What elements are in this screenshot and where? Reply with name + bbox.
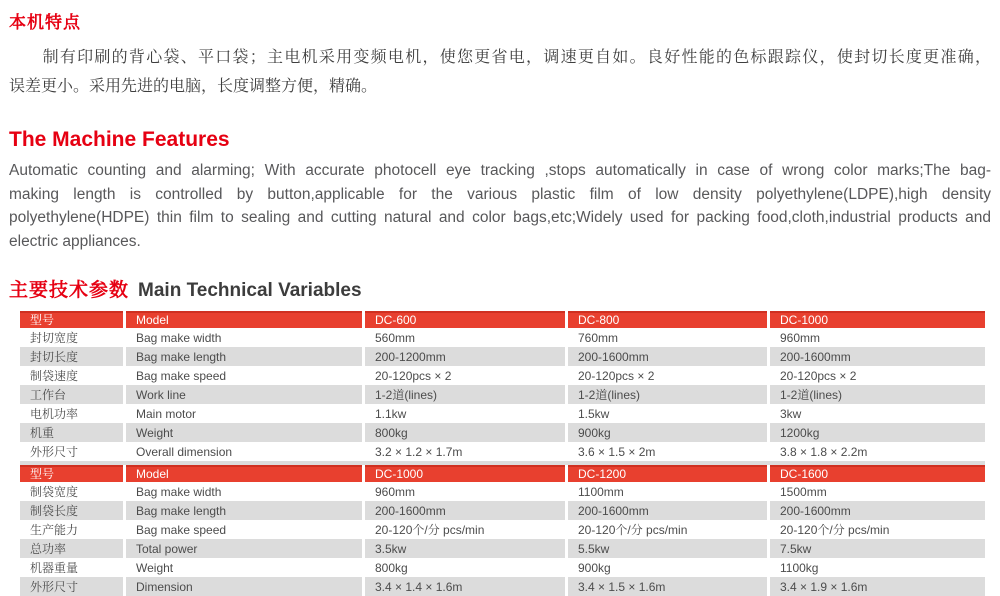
table-row	[20, 482, 985, 501]
header-cell: DC-800	[568, 311, 770, 328]
table-cell: 3.4 × 1.9 × 1.6m	[770, 577, 985, 596]
table-cell: 3.6 × 1.5 × 2m	[568, 442, 770, 461]
table-cell: 1-2道(lines)	[365, 385, 568, 404]
features-title-en: The Machine Features	[9, 128, 230, 151]
table-cell: 20-120pcs × 2	[365, 366, 568, 385]
table-row	[20, 442, 985, 461]
table-cell: 1-2道(lines)	[568, 385, 770, 404]
table-cell: 560mm	[365, 328, 568, 347]
table-cell: 20-120pcs × 2	[568, 366, 770, 385]
table-cell: 1500mm	[780, 484, 827, 499]
table-cell: Bag make width	[126, 482, 365, 501]
table-cell: 200-1600mm	[568, 501, 770, 520]
paragraph-line: 误差更小。采用先进的电脑，长度调整方便，精确。	[9, 78, 378, 95]
spec-table-2	[20, 465, 985, 596]
table-cell: 工作台	[20, 385, 126, 404]
table-cell: 3.4 × 1.4 × 1.6m	[365, 577, 568, 596]
table-row	[20, 328, 985, 347]
table-row	[20, 558, 985, 577]
paragraph-line: 制有印刷的背心袋、平口袋；主电机采用变频电机，使您更省电，调速更自如。良好性能的色标跟踪仪，使封切长度更准确，	[42, 49, 991, 66]
table-row	[20, 520, 985, 539]
table-cell: 总功率	[20, 539, 126, 558]
table-cell: 3.5kw	[365, 539, 568, 558]
table-cell: 760mm	[568, 328, 770, 347]
table-cell: Total power	[126, 539, 365, 558]
table-cell: 7.5kw	[770, 539, 985, 558]
table-cell: Weight	[126, 423, 365, 442]
table-cell: 1-2道(lines)	[770, 385, 985, 404]
table-cell: Bag make speed	[126, 520, 365, 539]
table-cell: 制袋长度	[20, 501, 126, 520]
features-paragraph-cn	[9, 43, 991, 101]
paragraph-line: polyethylene(HDPE) thin film to sealing and cutting natural and color bags,etc;Widely used for packing food,cloth,industrial products and	[9, 209, 991, 227]
table-cell: 900kg	[568, 423, 770, 442]
table-cell: 3.2 × 1.2 × 1.7m	[365, 442, 568, 461]
features-paragraph-en	[9, 159, 991, 253]
table-cell: 1100kg	[780, 560, 819, 575]
table-cell: 200-1600mm	[365, 501, 568, 520]
table-cell: 1100mm	[568, 482, 770, 501]
table-cell: 960mm	[780, 330, 821, 345]
header-cell: DC-1000	[770, 311, 985, 328]
table-cell: 5.5kw	[568, 539, 770, 558]
table-cell: Work line	[126, 385, 365, 404]
header-cell: DC-1000	[365, 465, 568, 482]
specs-title-cn: 主要技术参数	[9, 280, 130, 302]
table-cell: Main motor	[126, 404, 365, 423]
table-cell: 封切宽度	[20, 328, 126, 347]
table-row	[20, 385, 985, 404]
paragraph-line: making length is controlled by button,applicable for the various plastic film of low density polyethylene(LDPE),high density	[9, 185, 991, 203]
table-cell: Dimension	[126, 577, 365, 596]
table-cell: 生产能力	[20, 520, 126, 539]
table-cell: 200-1600mm	[770, 501, 985, 520]
specs-title-en: Main Technical Variables	[138, 280, 362, 302]
table-cell: 900kg	[568, 558, 770, 577]
features-title-cn: 本机特点	[9, 13, 81, 32]
table-cell: 机重	[20, 423, 126, 442]
table-cell: 20-120个/分 pcs/min	[568, 520, 770, 539]
header-cell: 型号	[20, 465, 126, 482]
table-cell: 3.4 × 1.5 × 1.6m	[568, 577, 770, 596]
paragraph-line: Automatic counting and alarming; With accurate photocell eye tracking ,stops automatically in case of wrong color marks;The bag-	[9, 162, 991, 179]
table-cell: 200-1200mm	[365, 347, 568, 366]
table-cell: 封切长度	[20, 347, 126, 366]
table-cell: 20-120个/分 pcs/min	[365, 520, 568, 539]
table-cell: 1200kg	[770, 423, 985, 442]
table-cell: 800kg	[365, 558, 568, 577]
table-cell: 1.1kw	[365, 404, 568, 423]
table-cell: 20-120pcs × 2	[780, 368, 857, 383]
table-cell: 3kw	[780, 406, 802, 421]
table-cell: 外形尺寸	[20, 577, 126, 596]
header-cell: Model	[126, 311, 365, 328]
table-cell: 3.8 × 1.8 × 2.2m	[780, 444, 868, 459]
spec-table-1	[20, 311, 985, 461]
table-row	[20, 404, 985, 423]
table-header-row	[20, 465, 985, 482]
table-cell: 电机功率	[20, 404, 126, 423]
header-cell: DC-1600	[770, 465, 985, 482]
header-cell: 型号	[20, 311, 126, 328]
table-cell: 制袋速度	[20, 366, 126, 385]
table-header-row	[20, 311, 985, 328]
table-cell: 200-1600mm	[770, 347, 985, 366]
table-cell: 机器重量	[20, 558, 126, 577]
table-cell: Bag make width	[126, 328, 365, 347]
table-cell: 外形尺寸	[20, 442, 126, 461]
header-cell: DC-600	[365, 311, 568, 328]
table-cell: 1.5kw	[568, 404, 770, 423]
table-cell: 200-1600mm	[568, 347, 770, 366]
table-row	[20, 366, 985, 385]
specs-section-title	[9, 275, 991, 302]
table-cell: Bag make speed	[126, 366, 365, 385]
table-cell: 800kg	[365, 423, 568, 442]
header-cell: Model	[126, 465, 365, 482]
table-row	[20, 539, 985, 558]
table-cell: Weight	[126, 558, 365, 577]
paragraph-line: electric appliances.	[9, 232, 141, 250]
table-row	[20, 347, 985, 366]
table-row	[20, 577, 985, 596]
table-row	[20, 423, 985, 442]
table-cell: 960mm	[365, 482, 568, 501]
header-cell: DC-1200	[568, 465, 770, 482]
table-cell: Overall dimension	[126, 442, 365, 461]
table-cell: 制袋宽度	[20, 482, 126, 501]
table-cell: 20-120个/分 pcs/min	[780, 523, 890, 538]
table-cell: Bag make length	[126, 501, 365, 520]
table-cell: Bag make length	[126, 347, 365, 366]
table-row	[20, 501, 985, 520]
